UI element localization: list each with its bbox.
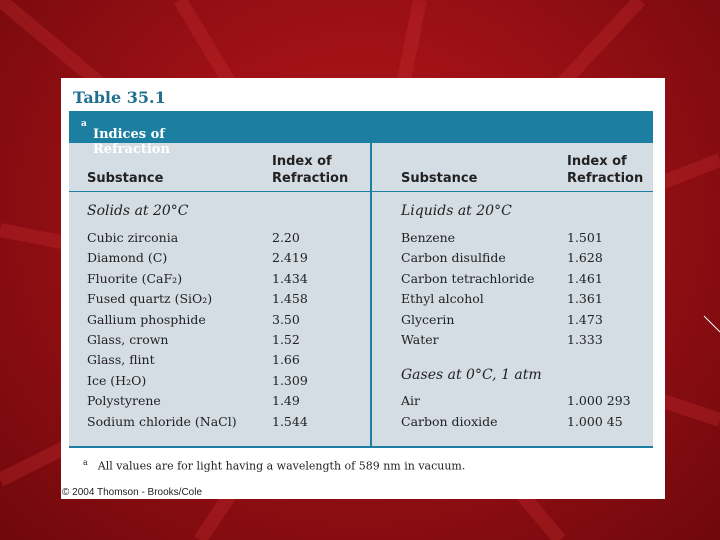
table-row-substance: Polystyrene (87, 393, 161, 408)
table-row-index: 2.20 (272, 230, 300, 245)
table-row-index: 3.50 (272, 312, 300, 327)
table-title: Table 35.1 (73, 88, 166, 107)
solids-heading: Solids at 20°C (87, 203, 189, 219)
table-row-substance: Glycerin (401, 312, 455, 327)
table-row-substance: Gallium phosphide (87, 312, 206, 327)
table-row-index: 1.66 (272, 352, 300, 367)
column-header-rule (69, 191, 653, 192)
table-header-label: Indices of Refraction (93, 127, 170, 157)
table-row-index: 1.52 (272, 332, 300, 347)
table-row-substance: Ethyl alcohol (401, 291, 484, 306)
liquids-heading: Liquids at 20°C (401, 203, 512, 219)
table-row-substance: Glass, crown (87, 332, 169, 347)
table-footnote (83, 458, 465, 473)
table-row-substance: Air (401, 393, 421, 408)
table-row-substance: Ice (H₂O) (87, 373, 147, 388)
table-row-index: 2.419 (272, 250, 308, 265)
table-row-index: 1.544 (272, 414, 308, 429)
footnote-text: All values are for light having a wavelength of 589 nm in vacuum. (97, 459, 466, 473)
table-row-substance: Glass, flint (87, 352, 155, 367)
table-row-index: 1.361 (567, 291, 603, 306)
copyright-notice: © 2004 Thomson - Brooks/Cole (62, 487, 203, 498)
table-row-index: 1.000 293 (567, 393, 631, 408)
table-row-substance: Water (401, 332, 439, 347)
table-row-substance: Diamond (C) (87, 250, 168, 265)
table-row-index: 1.434 (272, 271, 308, 286)
column-divider (370, 143, 372, 446)
refraction-table (69, 111, 653, 446)
table-figure (61, 78, 665, 499)
table-row-substance: Fused quartz (SiO₂) (87, 291, 213, 306)
right-index-header-line1: Index of (567, 154, 627, 169)
table-row-substance: Carbon disulfide (401, 250, 506, 265)
footnote-marker: a (83, 458, 88, 467)
table-row-substance: Sodium chloride (NaCl) (87, 414, 237, 429)
table-row-substance: Benzene (401, 230, 456, 245)
header-footnote-marker: a (81, 119, 87, 129)
table-row-index: 1.309 (272, 373, 308, 388)
table-row-index: 1.333 (567, 332, 603, 347)
table-row-index: 1.461 (567, 271, 603, 286)
decorative-line (704, 316, 720, 332)
right-index-header-line2: Refraction (567, 171, 644, 186)
table-row-index: 1.000 45 (567, 414, 623, 429)
table-header (69, 111, 653, 157)
table-bottom-rule (69, 446, 653, 448)
left-index-header-line1: Index of (272, 154, 332, 169)
left-index-header-line2: Refraction (272, 171, 349, 186)
table-row-index: 1.628 (567, 250, 603, 265)
table-row-substance: Cubic zirconia (87, 230, 179, 245)
table-row-index: 1.49 (272, 393, 300, 408)
table-row-substance: Fluorite (CaF₂) (87, 271, 183, 286)
table-row-index: 1.458 (272, 291, 308, 306)
table-row-index: 1.501 (567, 230, 603, 245)
table-row-substance: Carbon dioxide (401, 414, 498, 429)
right-substance-header: Substance (401, 171, 478, 186)
gases-heading: Gases at 0°C, 1 atm (401, 367, 542, 383)
table-row-index: 1.473 (567, 312, 603, 327)
table-row-substance: Carbon tetrachloride (401, 271, 535, 286)
left-substance-header: Substance (87, 171, 164, 186)
